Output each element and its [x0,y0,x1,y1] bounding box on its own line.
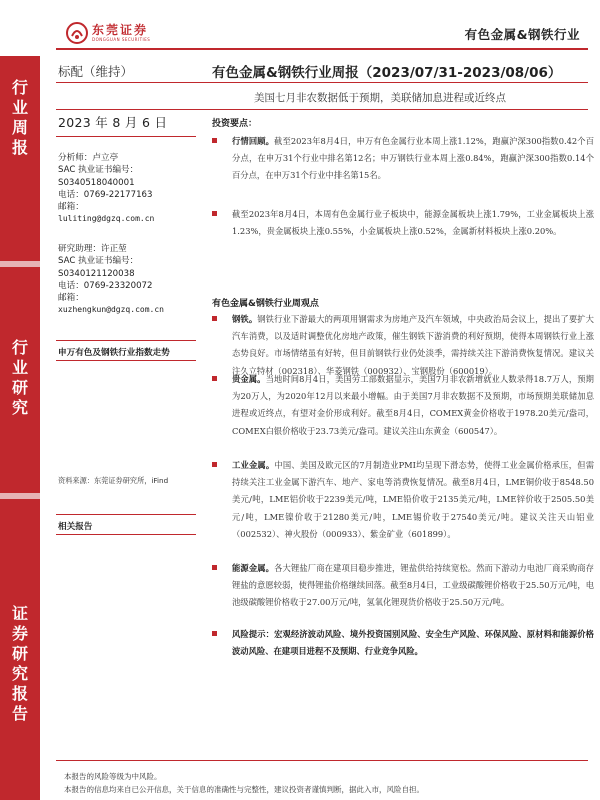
related-top-divider [56,514,196,515]
band-label-industry: 行 业 研 究 [11,338,28,417]
risk-level-note: 本报告的风险等级为中风险。 [64,772,162,781]
chart-title-divider [56,360,196,361]
related-reports-heading: 相关报告 [58,522,93,532]
bullet-heading: 贵金属。 [232,374,266,384]
assistant-phone: 电话：0769-23320072 [58,280,153,291]
bullet-square-icon [212,316,217,321]
bullet-square-icon [212,376,217,381]
report-subtitle: 美国七月非农数据低于预期，美联储加息进程或近终点 [254,92,506,104]
bullet-heading: 钢铁。 [232,314,258,324]
bullet-heading: 能源金属。 [232,563,275,573]
assistant-email-label: 邮箱： [58,293,84,304]
header-industry: 有色金属&钢铁行业 [464,27,580,42]
related-bottom-divider [56,534,196,535]
report-title: 有色金属&钢铁行业周报（2023/07/31-2023/08/06） [212,65,562,81]
bullet-heading: 行情回顾。 [232,136,275,146]
subtitle-divider [56,109,588,110]
header-divider [56,48,588,50]
date-divider [56,136,196,137]
report-date: 2023 年 8 月 6 日 [58,115,168,130]
chart-title: 申万有色及钢铁行业指数走势 [58,348,170,358]
bullet-square-icon [212,565,217,570]
bullet-heading: 工业金属。 [232,460,275,470]
assistant-sac-number: S0340121120038 [58,268,135,279]
analyst-phone: 电话：0769-22177163 [58,189,153,200]
key-points-heading: 投资要点： [212,119,258,129]
analyst-sac-label: SAC 执业证书编号： [58,165,139,176]
assistant-info [58,243,164,317]
chart-area [56,362,196,470]
logo-mark-icon [66,22,88,44]
bullet-text: 当地时间8月4日，美国劳工部数据显示，美国7月非农新增就业人数录得18.7万人，预期为20万人，为2020年12月以来最小增幅。由于美国7月非农数据不及预期，市场预期美联储加息进程或近终点，有望对金价形成利好。截至8月4日，COMEX黄金价格收于1978.20美元/盎司，COMEX白银价格收于23.73美元/盎司。建议关注山东黄金（600547）。 [232,374,594,436]
analyst-info [58,152,154,226]
analyst-email-label: 邮箱： [58,202,84,213]
bullet-heading: 风险提示： [232,629,275,639]
disclaimer [64,770,424,796]
assistant-name: 研究助理：许正堃 [58,244,127,254]
analyst-name: 分析师：卢立亭 [58,153,119,163]
assistant-sac-label: SAC 执业证书编号： [58,256,139,267]
bullet-text: 钢铁行业下游最大的两项用钢需求为房地产及汽车领域，中央政治局会议上，提出了要扩大汽车消费，以及适时调整优化房地产政策，催生钢铁下游消费的利好预期，使得本周钢铁行业上涨态势良好。市场情绪虽有好转，但目前钢铁行业仍处淡季，需持续关注下游消费恢复情况。建议关注久立特材（002318）、华菱钢铁（000932）、宝钢股份（600019）。 [232,314,594,376]
logo-english-name: DONGGUAN SECURITIES [92,36,151,42]
bullet-text: 截至2023年8月4日，本周有色金属行业子板块中，能源金属板块上涨1.79%，工业金属板块上涨1.23%，贵金属板块上涨0.55%，小金属板块上涨0.52%，金属新材料板块上涨0.20%。 [232,209,594,237]
rating-label: 标配（维持） [58,64,134,79]
chart-source: 资料来源：东莞证券研究所，iFind [58,476,169,485]
bullet-text: 截至2023年8月4日，申万有色金属行业本周上涨1.12%，跑赢沪深300指数0.42个百分点，在申万31个行业中排名第12名；申万钢铁行业本周上涨0.84%，跑赢沪深300指数0.14个百分点，在申万31个行业中排名第15名。 [232,136,594,181]
assistant-email[interactable]: xuzhengkun@dgzq.com.cn [58,305,164,315]
weekly-view-heading: 有色金属&钢铁行业周观点 [212,299,319,309]
bullet-square-icon [212,462,217,467]
analyst-email[interactable]: luliting@dgzq.com.cn [58,214,155,224]
band-label-securities: 证 券 研 究 报 告 [11,604,28,723]
title-divider [56,82,588,83]
report-header [0,0,600,56]
bullet-text: 各大锂盐厂商在建项目稳步推进，锂盐供给持续宽松。然而下游动力电池厂商采购商存锂盐的意愿较弱，使得锂盐价格继续回落。截至8月4日，工业级碳酸锂价格收于25.50万元/吨，电池级碳酸锂价格收于27.00万元/吨，氢氧化锂现货价格收于25.50万元/吨。 [232,563,594,608]
bullet-square-icon [212,138,217,143]
info-source-note: 本报告的信息均来自已公开信息，关于信息的准确性与完整性，建议投资者谨慎判断，据此入市，风险自担。 [64,785,424,794]
band-label-weekly: 行 业 周 报 [11,78,28,157]
company-logo [66,22,150,44]
bullet-text: 宏观经济波动风险、境外投资国别风险、安全生产风险、环保风险、原材料和能源价格波动风险、在建项目进程不及预期、行业竞争风险。 [232,629,594,657]
analyst-sac-number: S0340518040001 [58,177,135,188]
chart-top-divider [56,340,196,341]
logo-chinese-name: 东莞证券 [92,22,149,37]
bullet-text: 中国、美国及欧元区的7月制造业PMI均呈现下滑态势，使得工业金属价格承压，但需持续关注工业金属下游汽车、地产、家电等消费恢复情况。截至8月4日，LME铜价收于8548.50美元/吨，LME铝价收于2239美元/吨，LME铅价收于2135美元/吨，LME锌价收于2505.50美元/吨，LME镍价收于21280美元/吨，LME锡价收于27540美元/吨。建议关注天山铝业（002532）、神火股份（000933）、紫金矿业（601899）。 [232,460,594,539]
bullet-square-icon [212,211,217,216]
bullet-square-icon [212,631,217,636]
footer-divider [56,760,588,761]
